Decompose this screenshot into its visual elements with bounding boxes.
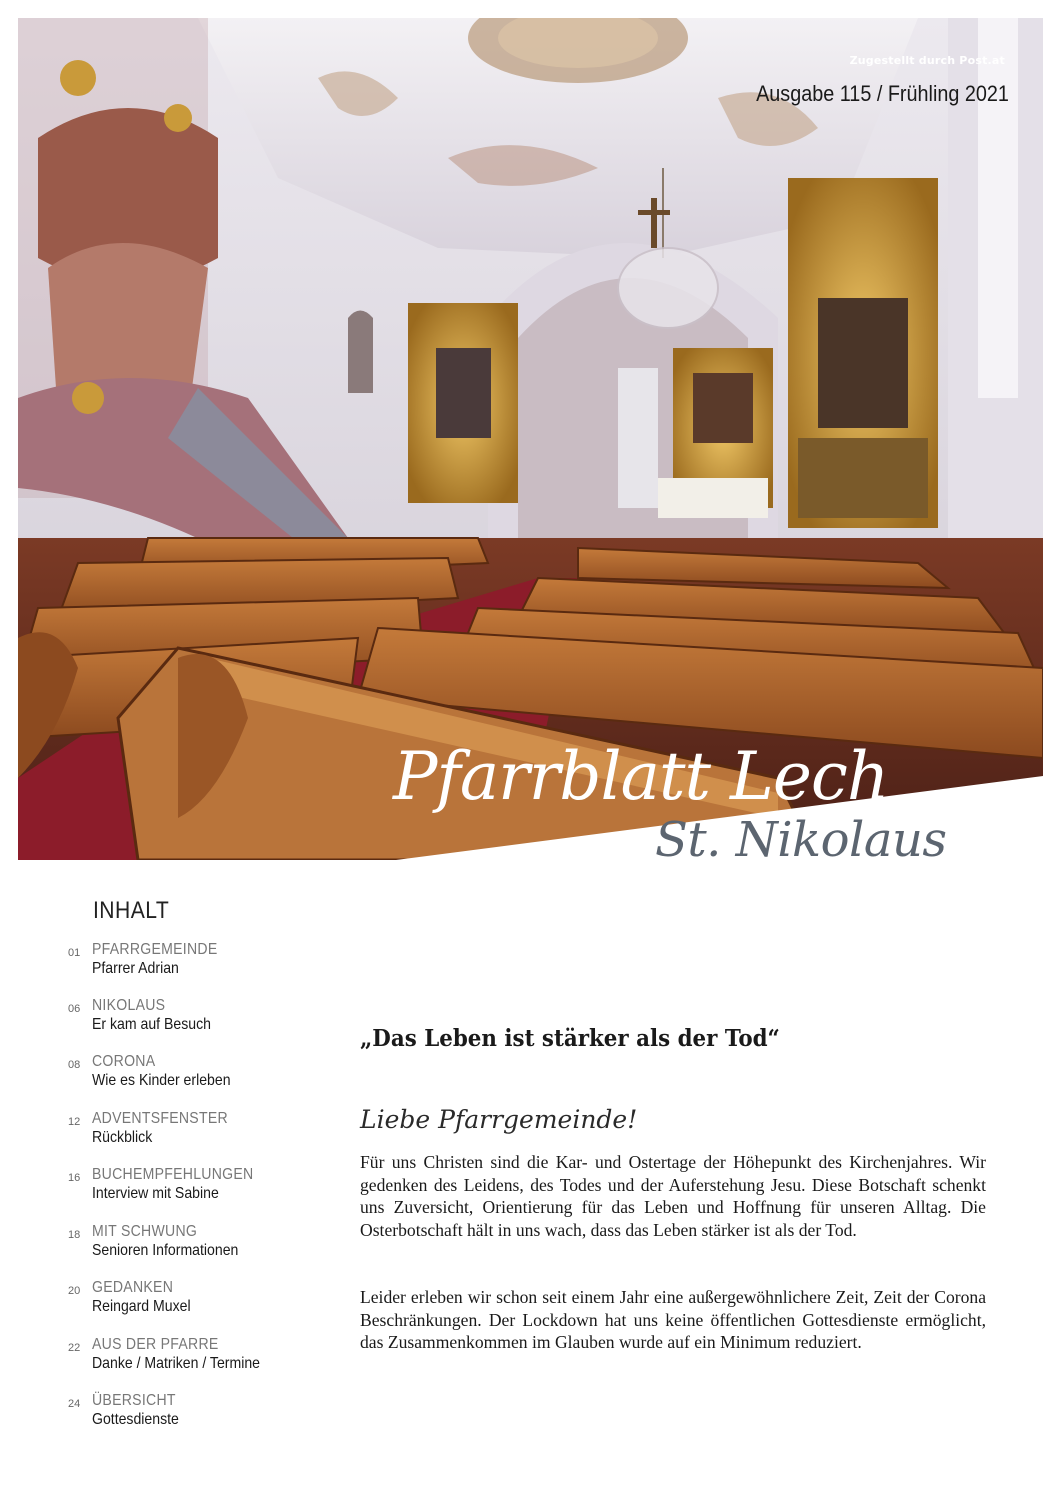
toc-item[interactable] (68, 1166, 308, 1210)
toc-page-number: 08 (68, 1059, 81, 1071)
toc-item[interactable] (68, 1336, 308, 1380)
toc-title: Danke / Matriken / Termine (92, 1355, 260, 1372)
toc-page-number: 06 (68, 1003, 81, 1015)
toc-category: AUS DER PFARRE (92, 1336, 219, 1353)
toc-category: GEDANKEN (92, 1279, 174, 1296)
cover-slant-cutout (18, 18, 1043, 860)
toc-page-number: 20 (68, 1285, 81, 1297)
toc-title: Wie es Kinder erleben (92, 1072, 231, 1089)
toc-item[interactable] (68, 1223, 308, 1267)
issue-label: Ausgabe 115 / Frühling 2021 (756, 81, 1009, 106)
toc-item[interactable] (68, 1279, 308, 1323)
toc-title: Er kam auf Besuch (92, 1016, 211, 1033)
toc-category: PFARRGEMEINDE (92, 941, 218, 958)
toc-category: ÜBERSICHT (92, 1392, 176, 1409)
toc-item[interactable] (68, 1110, 308, 1154)
article-headline: „Das Leben ist stärker als der Tod“ (360, 1025, 780, 1052)
toc-item[interactable] (68, 997, 308, 1041)
masthead-title: Pfarrblatt Lech (393, 738, 889, 815)
toc-page-number: 12 (68, 1116, 81, 1128)
toc-heading: INHALT (93, 897, 170, 924)
toc-title: Gottesdienste (92, 1411, 179, 1428)
article-paragraph: Leider erleben wir schon seit einem Jahr eine außergewöhnlichere Zeit, Zeit der Corona Beschränkungen. Der Lockdown hat uns keine öffentlichen Gottesdienste ermöglicht, das Zusammenkommen im Glauben wurde auf ein Minimum reduziert. (360, 1287, 986, 1352)
toc-page-number: 01 (68, 947, 81, 959)
toc-item[interactable] (68, 1392, 308, 1436)
toc-item[interactable] (68, 1053, 308, 1097)
toc-item[interactable] (68, 941, 308, 985)
toc-page-number: 16 (68, 1172, 81, 1184)
article-greeting: Liebe Pfarrgemeinde! (360, 1105, 638, 1134)
cover-photo (18, 18, 1043, 860)
toc-title: Rückblick (92, 1129, 153, 1146)
toc-category: ADVENTSFENSTER (92, 1110, 228, 1127)
delivery-note: Zugestellt durch Post.at (849, 54, 1005, 67)
masthead-subtitle: St. Nikolaus (655, 812, 947, 868)
toc-category: BUCHEMPFEHLUNGEN (92, 1166, 254, 1183)
toc-category: MIT SCHWUNG (92, 1223, 198, 1240)
toc-category: CORONA (92, 1053, 156, 1070)
article-paragraph: Für uns Christen sind die Kar- und Ostertage der Höhepunkt des Kirchenjahres. Wir gedenken des Leidens, des Todes und der Auferstehung Jesu. Diese Botschaft schenkt uns Zuversicht, Orientierung für das Leben und Hoffnung für unseren Alltag. Die Osterbotschaft hält in uns wach, dass das Leben stärker ist als der Tod. (360, 1152, 986, 1240)
toc-page-number: 22 (68, 1342, 81, 1354)
toc-page-number: 24 (68, 1398, 81, 1410)
toc-title: Reingard Muxel (92, 1298, 191, 1315)
toc-title: Senioren Informationen (92, 1242, 239, 1259)
toc-category: NIKOLAUS (92, 997, 166, 1014)
toc-title: Interview mit Sabine (92, 1185, 219, 1202)
toc-page-number: 18 (68, 1229, 81, 1241)
toc-title: Pfarrer Adrian (92, 960, 179, 977)
